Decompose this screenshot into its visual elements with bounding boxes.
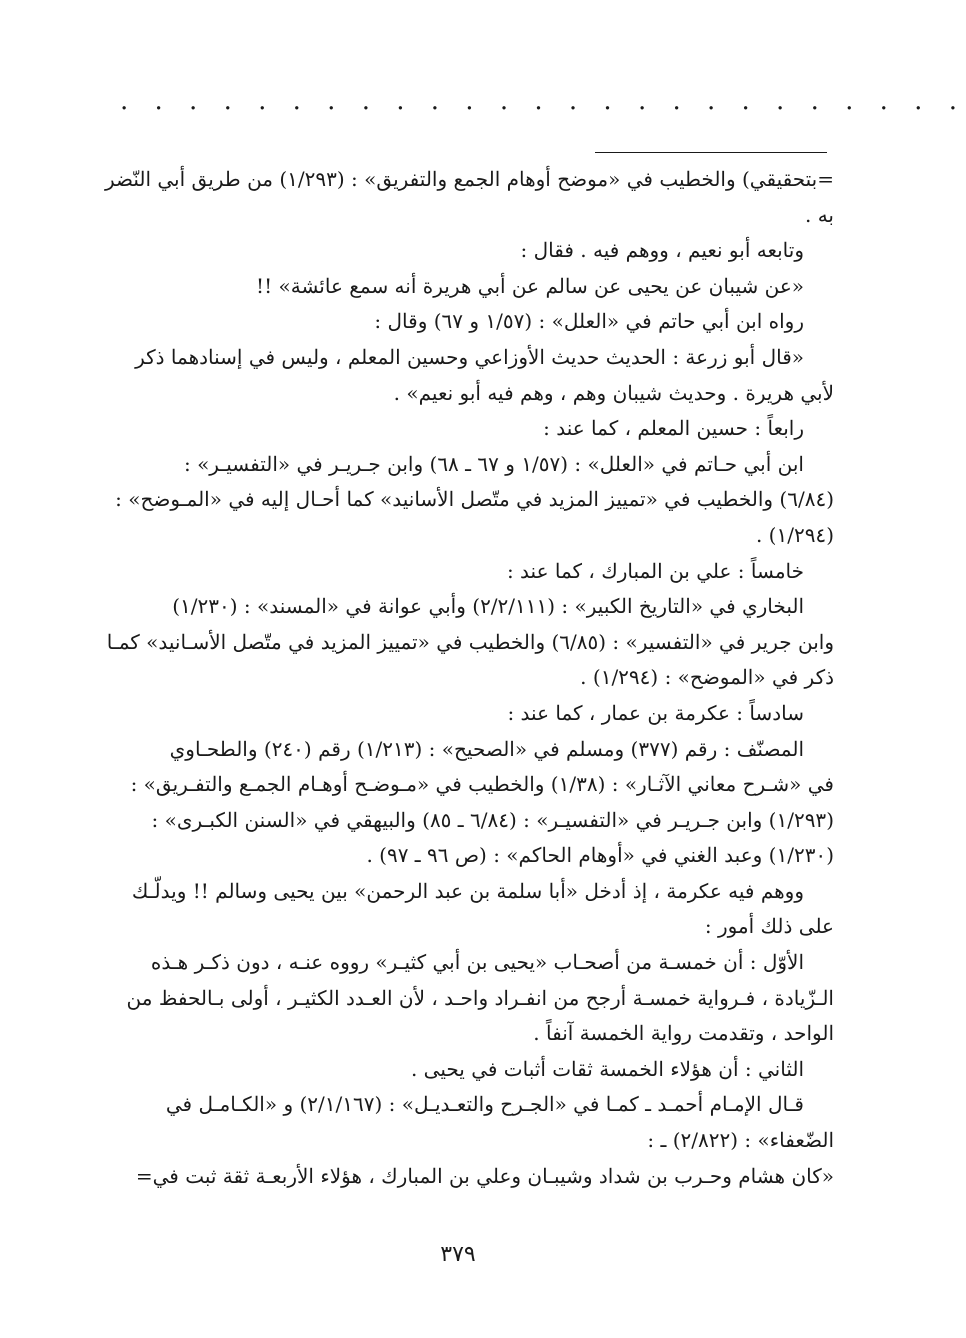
text-line: رواه ابن أبي حاتم في «العلل» : (١/٥٧ و ٦٧) وقال : <box>374 309 804 334</box>
text-line: «كان هشام وحـرب بن شداد وشيبـان وعلي بن المبارك ، هؤلاء الأربعـة ثقة ثبت في= <box>135 1163 834 1188</box>
text-line: خامساً : علي بن المبارك ، كما عند : <box>506 558 804 583</box>
text-line: ووهم فيه عكرمة ، إذ أدخل «أبا سلمة بن عبد الرحمن» بين يحيى وسالم !! ويدلّـك <box>131 878 804 903</box>
text-line: «قال أبو زرعة : الحديث حديث الأوزاعي وحسين المعلم ، وليس في إسنادهما ذكر <box>135 344 804 369</box>
text-line: لأبي هريرة . وحديث شيبان وهم ، وهم فيه أبو نعيم» . <box>393 380 834 405</box>
text-line: =بتحقيقي) والخطيب في «موضح أوهام الجمع والتفريق» : (١/٢٩٣) من طريق أبي النّضر <box>104 167 834 191</box>
text-line: ذكر في «الموضح» : (١/٢٩٤) . <box>580 665 834 690</box>
text-line: الثاني : أن هؤلاء الخمسة ثقات أثبات في يحيى . <box>410 1056 804 1081</box>
text-line: البخاري في «التاريخ الكبير» : (٢/٢/١١١) وأبي عوانة في «المسند» : (١/٢٣٠) <box>172 594 804 619</box>
text-line: (١/٢٩٤) . <box>755 522 834 547</box>
text-line: «عن شيبان عن يحيى عن سالم عن أبي هريرة أنه سمع عائشة» !! <box>256 273 804 298</box>
text-line: الأوّل : أن خمسـة من أصحـاب «يحيى بن أبي كثيـر» رووه عنـه ، دون ذكـر هـذه <box>150 950 804 975</box>
text-line: على ذلك أمور : <box>704 914 834 939</box>
text-line: وابن جرير في «التفسير» : (٦/٨٥) والخطيب في «تمييز المزيد في متّصل الأسـانيد» كمـا <box>106 629 834 654</box>
page-number: ٣٧٩ <box>440 1242 476 1267</box>
text-line: سادساً : عكرمة بن عمار ، كما عند : <box>507 700 804 725</box>
text-line: به . <box>804 202 834 227</box>
text-line: ابن أبي حـاتم في «العلل» : (١/٥٧ و ٦٧ ـ ٦٨) وابن جـريـر في «التفسيـر» : <box>183 451 804 476</box>
footnote-separator-dots: . . . . . . . . . . . . . . . . . . . . . . . . . <box>120 86 966 116</box>
text-line: الضّعفاء» : (٢/٨٢٢) ـ : <box>647 1128 834 1153</box>
text-line: وتابعه أبو نعيم ، ووهم فيه . فقال : <box>520 238 804 263</box>
text-line: (١/٢٩٣) وابن جـريـر في «التفسيـر» : (٦/٨٤ ـ ٨٥) والبيهقي في «السنن الكبـرى» : <box>151 807 834 832</box>
text-line: المصنّف : رقم (٣٧٧) ومسلم في «الصحيح» : (١/٢١٣) رقم (٢٤٠) والطحـاوي <box>169 736 804 761</box>
footnote-rule <box>595 152 827 153</box>
footnote-body <box>82 162 834 1194</box>
text-line: الواحد ، وتقدمت رواية الخمسة آنفاً . <box>533 1021 834 1046</box>
text-line: قـال الإمـام أحمـد ـ كمـا في «الجـرح والتعـديـل» : (٢/١/١٦٧) و «الكـامـل في <box>165 1092 804 1117</box>
text-line: رابعاً : حسين المعلم ، كما عند : <box>543 416 804 441</box>
text-line: في «شـرح معاني الآثـار» : (١/٣٨) والخطيب في «مـوضـح أوهـام الجمـع والتفـريق» : <box>130 772 834 797</box>
text-line: (١/٢٣٠) وعبد الغني في «أوهام الحاكم» : (ص ٩٦ ـ ٩٧) . <box>366 843 834 868</box>
text-line: (٦/٨٤) والخطيب في «تمييز المزيد في متّصل الأسانيد» كما أحـال إليه في «المـوضح» : <box>115 487 834 512</box>
text-line: الـزّيادة ، فـرواية خمسـة أرجح من انفـراد واحـد ، لأن العـدد الكثيـر ، أولى بـالحفظ من <box>126 985 834 1010</box>
